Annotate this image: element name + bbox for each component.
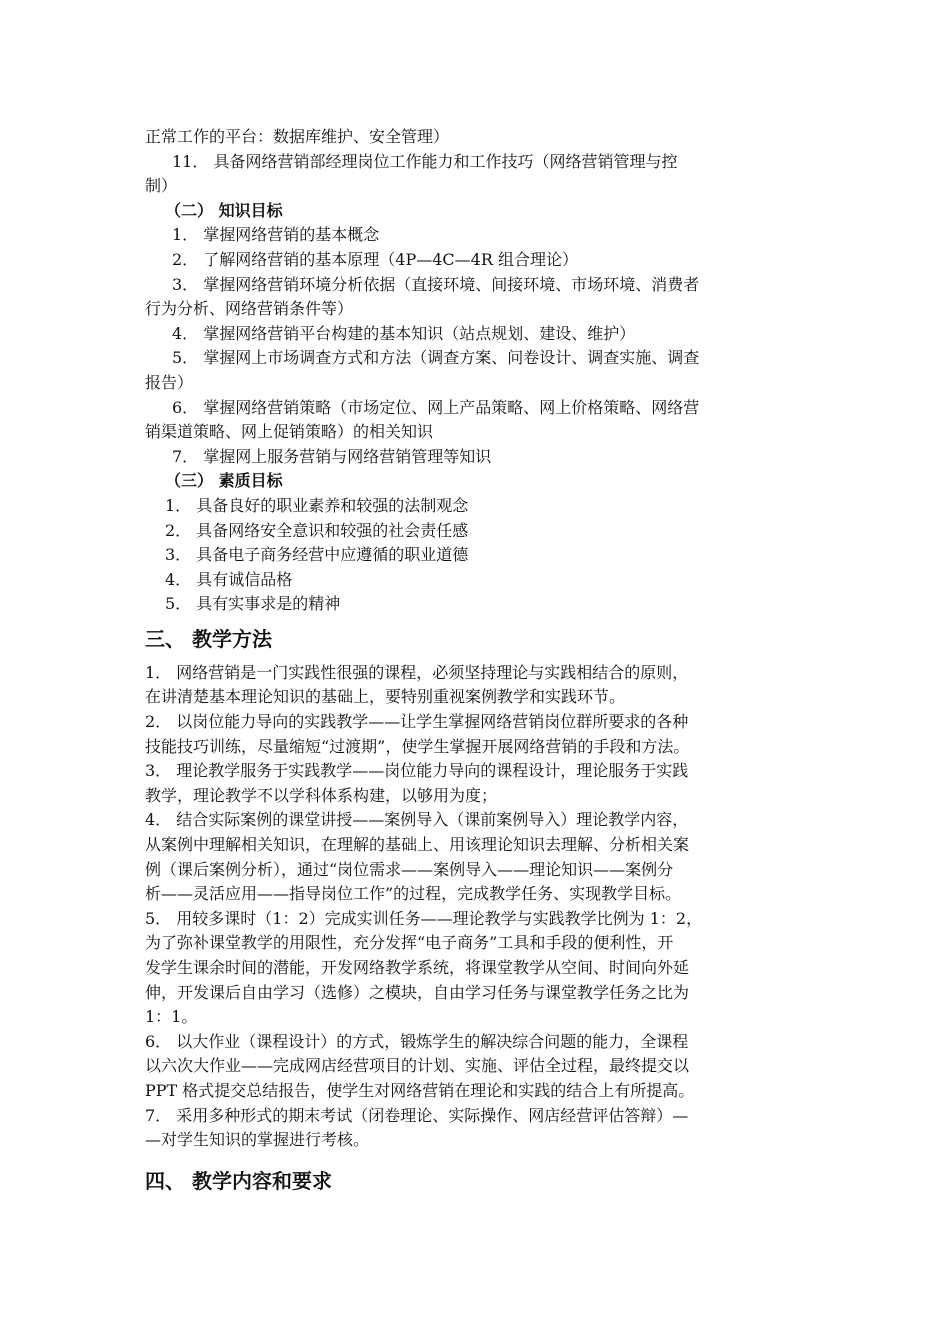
document-body xyxy=(145,125,807,1203)
paragraph-line: 以六次大作业——完成网店经营项目的计划、实施、评估全过程，最终提交以 xyxy=(145,1056,690,1076)
paragraph-line: 技能技巧训练，尽量缩短“过渡期”，使学生掌握开展网络营销的手段和方法。 xyxy=(145,736,690,756)
list-item: 7． 掌握网上服务营销与网络营销管理等知识 xyxy=(172,446,492,466)
list-item-continuation: 行为分析、网络营销条件等） xyxy=(145,299,354,319)
list-item: 5． 具有实事求是的精神 xyxy=(165,594,341,614)
subsection-heading-quality: （三） 素质目标 xyxy=(165,471,283,491)
list-item: 1． 掌握网络营销的基本概念 xyxy=(172,225,380,245)
paragraph-line: 在讲清楚基本理论知识的基础上，要特别重视案例教学和实践环节。 xyxy=(145,687,626,707)
paragraph-line: 1． 网络营销是一门实践性很强的课程，必须坚持理论与实践相结合的原则， xyxy=(145,662,689,682)
list-item: 3． 具备电子商务经营中应遵循的职业道德 xyxy=(165,545,469,565)
list-item-continuation: 报告） xyxy=(145,372,194,392)
list-item: 1． 具备良好的职业素养和较强的法制观念 xyxy=(165,495,469,515)
paragraph-line: 7． 采用多种形式的期末考试（闭卷理论、实际操作、网店经营评估答辩）— xyxy=(145,1105,689,1125)
paragraph-line: 4． 结合实际案例的课堂讲授——案例导入（课前案例导入）理论教学内容， xyxy=(145,810,689,830)
paragraph-line: 5． 用较多课时（1：2）完成实训任务——理论教学与实践教学比例为 1：2， xyxy=(145,908,703,928)
paragraph-line: 11． 具备网络营销部经理岗位工作能力和工作技巧（网络营销管理与控 xyxy=(172,151,678,171)
list-item: 4． 掌握网络营销平台构建的基本知识（站点规划、建设、维护） xyxy=(172,323,636,343)
list-item: 3． 掌握网络营销环境分析依据（直接环境、间接环境、市场环境、消费者 xyxy=(172,274,700,294)
paragraph-line: —对学生知识的掌握进行考核。 xyxy=(145,1130,370,1150)
paragraph-line: 1：1。 xyxy=(145,1007,198,1027)
paragraph-line: PPT 格式提交总结报告，使学生对网络营销在理论和实践的结合上有所提高。 xyxy=(145,1080,695,1100)
paragraph-line: 伸，开发课后自由学习（选修）之模块，自由学习任务与课堂教学任务之比为 xyxy=(145,982,690,1002)
paragraph-line: 正常工作的平台：数据库维护、安全管理） xyxy=(145,127,450,146)
list-item: 6． 掌握网络营销策略（市场定位、网上产品策略、网上价格策略、网络营 xyxy=(172,397,700,417)
paragraph-line: 3． 理论教学服务于实践教学——岗位能力导向的课程设计，理论服务于实践 xyxy=(145,761,689,781)
paragraph-line: 制） xyxy=(145,176,178,196)
paragraph-line: 发学生课余时间的潜能，开发网络教学系统，将课堂教学从空间、时间向外延 xyxy=(145,958,690,977)
paragraph-line: 从案例中理解相关知识，在理解的基础上、用该理论知识去理解、分析相关案 xyxy=(145,835,690,855)
list-item-continuation: 销渠道策略、网上促销策略）的相关知识 xyxy=(145,422,434,442)
paragraph-line: 例（课后案例分析），通过“岗位需求——案例导入——理论知识——案例分 xyxy=(145,859,674,879)
paragraph-line: 6． 以大作业（课程设计）的方式，锻炼学生的解决综合问题的能力，全课程 xyxy=(145,1031,689,1051)
subsection-heading-knowledge: （二） 知识目标 xyxy=(165,200,283,220)
list-item: 4． 具有诚信品格 xyxy=(165,569,293,589)
paragraph-line: 教学，理论教学不以学科体系构建，以够用为度； xyxy=(145,785,498,805)
section-heading-teaching-method: 三、 教学方法 xyxy=(145,626,272,651)
paragraph-line: 为了弥补课堂教学的用限性，充分发挥“电子商务”工具和手段的便利性，开 xyxy=(145,933,674,953)
list-item: 2． 具备网络安全意识和较强的社会责任感 xyxy=(165,520,469,540)
paragraph-line: 2． 以岗位能力导向的实践教学——让学生掌握网络营销岗位群所要求的各种 xyxy=(145,712,689,732)
list-item: 2． 了解网络营销的基本原理（4P—4C—4R 组合理论） xyxy=(172,249,578,269)
section-heading-teaching-content: 四、 教学内容和要求 xyxy=(145,1168,332,1193)
paragraph-line: 析——灵活应用——指导岗位工作”的过程，完成教学任务、实现教学目标。 xyxy=(145,884,682,904)
list-item: 5． 掌握网上市场调查方式和方法（调查方案、问卷设计、调查实施、调查 xyxy=(172,348,700,368)
